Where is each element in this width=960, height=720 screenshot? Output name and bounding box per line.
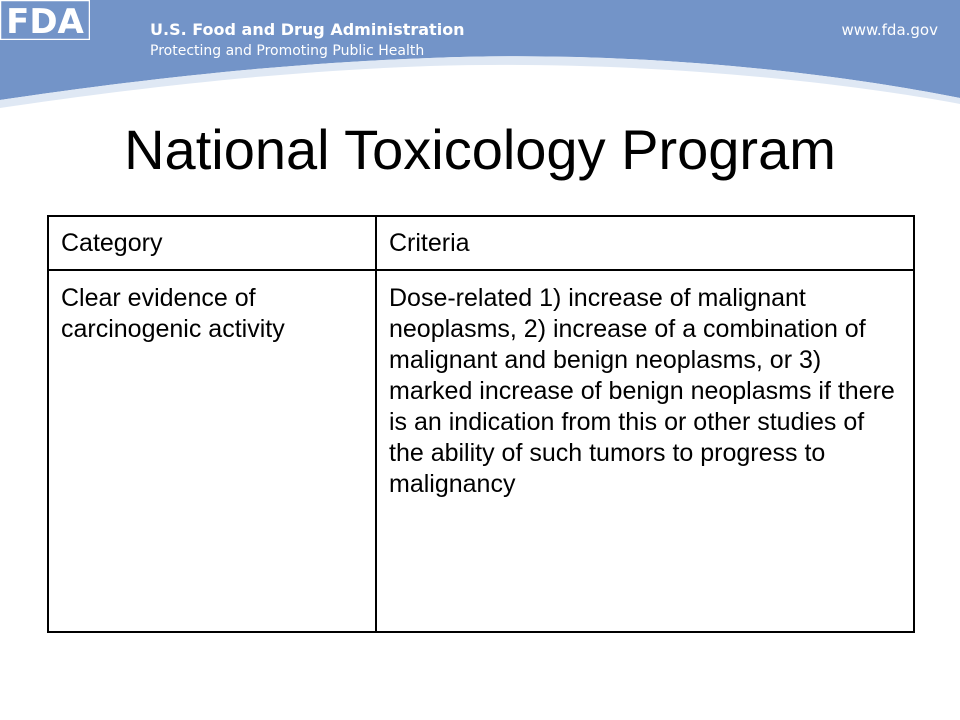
logo-text: FDA: [6, 2, 84, 40]
criteria-table: [47, 215, 915, 633]
fda-logo-icon: [0, 0, 90, 40]
category-cell: Clear evidence of carcinogenic activity: [48, 270, 376, 632]
header-category: Category: [48, 216, 376, 270]
slide-title: National Toxicology Program: [124, 118, 836, 181]
criteria-cell: Dose-related 1) increase of malignant neoplasms, 2) increase of a combination of malignant and benign neoplasms, or 3) marked increase of benign neoplasms if there is an indication from this or other studies of the ability of such tumors to progress to malignancy: [376, 270, 914, 632]
header-criteria: Criteria: [376, 216, 914, 270]
banner-background: [0, 0, 960, 110]
table-row: [48, 270, 914, 632]
agency-name: U.S. Food and Drug Administration: [150, 20, 465, 39]
site-url[interactable]: www.fda.gov: [841, 21, 938, 39]
agency-tagline: Protecting and Promoting Public Health: [150, 43, 425, 59]
table-header-row: [48, 216, 914, 270]
header-banner: [0, 0, 960, 110]
